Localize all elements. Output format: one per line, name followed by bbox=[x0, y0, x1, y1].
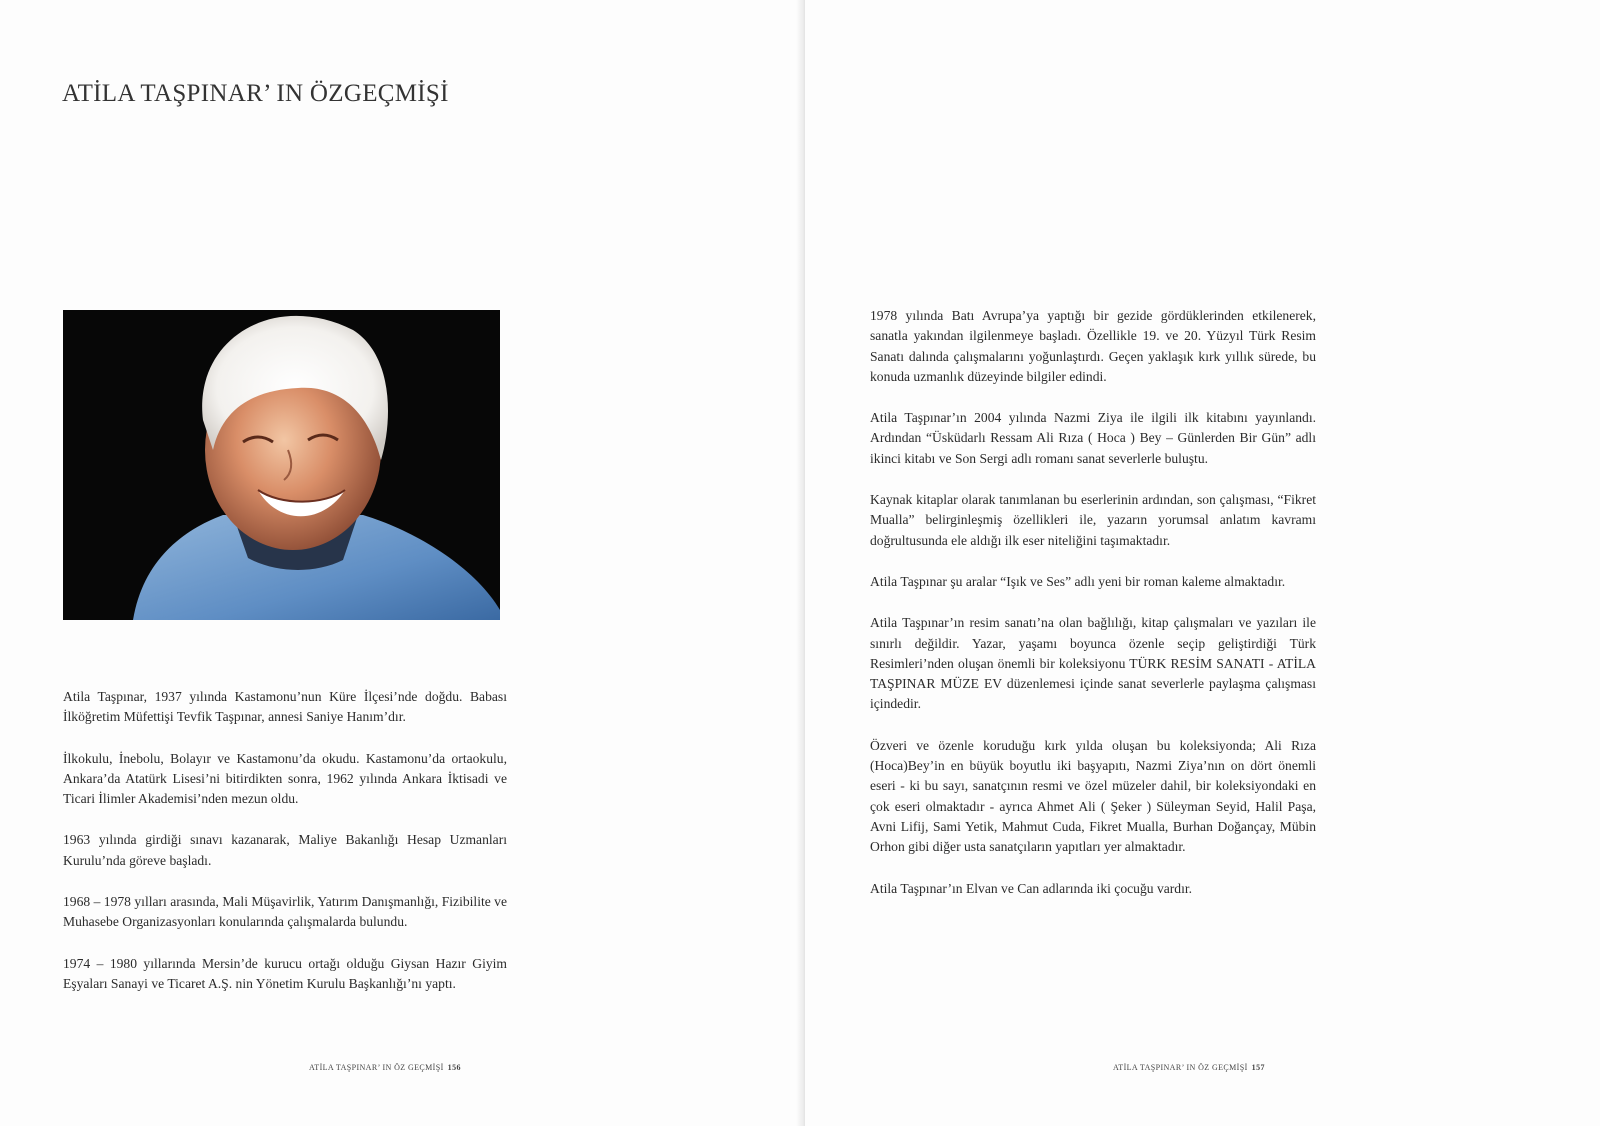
paragraph: 1963 yılında girdiği sınavı kazanarak, Maliye Bakanlığı Hesap Uzmanları Kurulu’nda göreve başladı. bbox=[63, 832, 507, 868]
page-number: 157 bbox=[1251, 1063, 1265, 1072]
paragraph: 1968 – 1978 yılları arasında, Mali Müşavirlik, Yatırım Danışmanlığı, Fizibilite ve Muhasebe Organizasyonları konularında çalışmalarda bulundu. bbox=[63, 894, 508, 930]
paragraph: Atila Taşpınar şu aralar “Işık ve Ses” adlı yeni bir roman kaleme almaktadır. bbox=[870, 573, 1286, 589]
paragraph: Atila Taşpınar’ın resim sanatı’na olan bağlılığı, kitap çalışmaları ve yazıları ile sınırlı değildir. Yazar, yaşamı boyunca özenle seçip geliştirdiği Türk Resimleri’nden oluşan önemli bir koleksiyonu TÜRK RESİM SANATI - ATİLA TAŞPINAR MÜZE EV düzenlemesi içinde sanat severlerle paylaşma çalışması içindedir. bbox=[870, 615, 1316, 712]
footer-running-title: ATİLA TAŞPINAR’ IN ÖZ GEÇMİŞİ bbox=[1113, 1063, 1248, 1072]
right-page bbox=[805, 0, 1600, 1126]
page-footer-left bbox=[309, 1063, 461, 1072]
paragraph: Atila Taşpınar, 1937 yılında Kastamonu’nun Küre İlçesi’nde doğdu. Babası İlköğretim Müfettişi Tevfik Taşpınar, annesi Saniye Hanım’dır. bbox=[63, 689, 507, 725]
paragraph: İlkokulu, İnebolu, Bolayır ve Kastamonu’da okudu. Kastamonu’da ortaokulu, Ankara’da Atatürk Lisesi’ni bitirdikten sonra, 1962 yılında Ankara İktisadi ve Ticari İlimler Akademisi’nden mezun oldu. bbox=[63, 750, 507, 807]
paragraph: Özveri ve özenle koruduğu kırk yılda oluşan bu koleksiyonda; Ali Rıza (Hoca)Bey’in en büyük boyutlu iki başyapıtı, Nazmi Ziya’nın on dört önemli eseri - ki bu sayı, sanatçının resmi ve özel müzeler dahil, bir koleksiyondaki en çok eseri olmaktadır - ayrıca Ahmet Ali ( Şeker ) Süleyman Seyid, Halil Paşa, Avni Lifij, Sami Yetik, Mahmut Cuda, Fikret Mualla, Burhan Doğançay, Mübin Orhon gibi diğer usta sanatçıların yapıtları yer almaktadır. bbox=[870, 737, 1316, 855]
right-body-text bbox=[870, 306, 1316, 920]
paragraph: 1978 yılında Batı Avrupa’ya yaptığı bir gezide gördüklerinden etkilenerek, sanatla yakından ilgilenmeye başladı. Özellikle 19. ve 20. Yüzyıl Türk Resim Sanatı dalında çalışmalarını yoğunlaştırdı. Geçen yaklaşık kırk yıllık sürede, bu konuda uzmanlık düzeyinde bilgiler edindi. bbox=[870, 308, 1316, 384]
left-body-text bbox=[63, 687, 507, 1015]
page-footer-right bbox=[1113, 1063, 1265, 1072]
paragraph: Atila Taşpınar’ın 2004 yılında Nazmi Ziya ile ilgili ilk kitabını yayınlandı. Ardından “Üsküdarlı Ressam Ali Rıza ( Hoca ) Bey – Günlerden Bir Gün” adlı ikinci kitabı ve Son Sergi adlı romanı sanat severlerle buluştu. bbox=[870, 410, 1316, 466]
portrait-photo bbox=[63, 310, 500, 620]
paragraph: Kaynak kitaplar olarak tanımlanan bu eserlerinin ardından, son çalışması, “Fikret Mualla” belirginleşmiş özellikleri ile, yazarın yorumsal anlatım kavramı doğrultusunda ele aldığı ilk eser niteliğini taşımaktadır. bbox=[870, 492, 1316, 548]
paragraph: Atila Taşpınar’ın Elvan ve Can adlarında iki çocuğu vardır. bbox=[870, 880, 1193, 896]
paragraph: 1974 – 1980 yıllarında Mersin’de kurucu ortağı olduğu Giysan Hazır Giyim Eşyaları Sanayi ve Ticaret A.Ş. nin Yönetim Kurulu Başkanlığı’nı yaptı. bbox=[63, 955, 507, 991]
page-title: ATİLA TAŞPINAR’ IN ÖZGEÇMİŞİ bbox=[62, 80, 449, 107]
page-number: 156 bbox=[447, 1063, 461, 1072]
portrait-photo-icon bbox=[63, 310, 500, 620]
footer-running-title: ATİLA TAŞPINAR’ IN ÖZ GEÇMİŞİ bbox=[309, 1063, 444, 1072]
